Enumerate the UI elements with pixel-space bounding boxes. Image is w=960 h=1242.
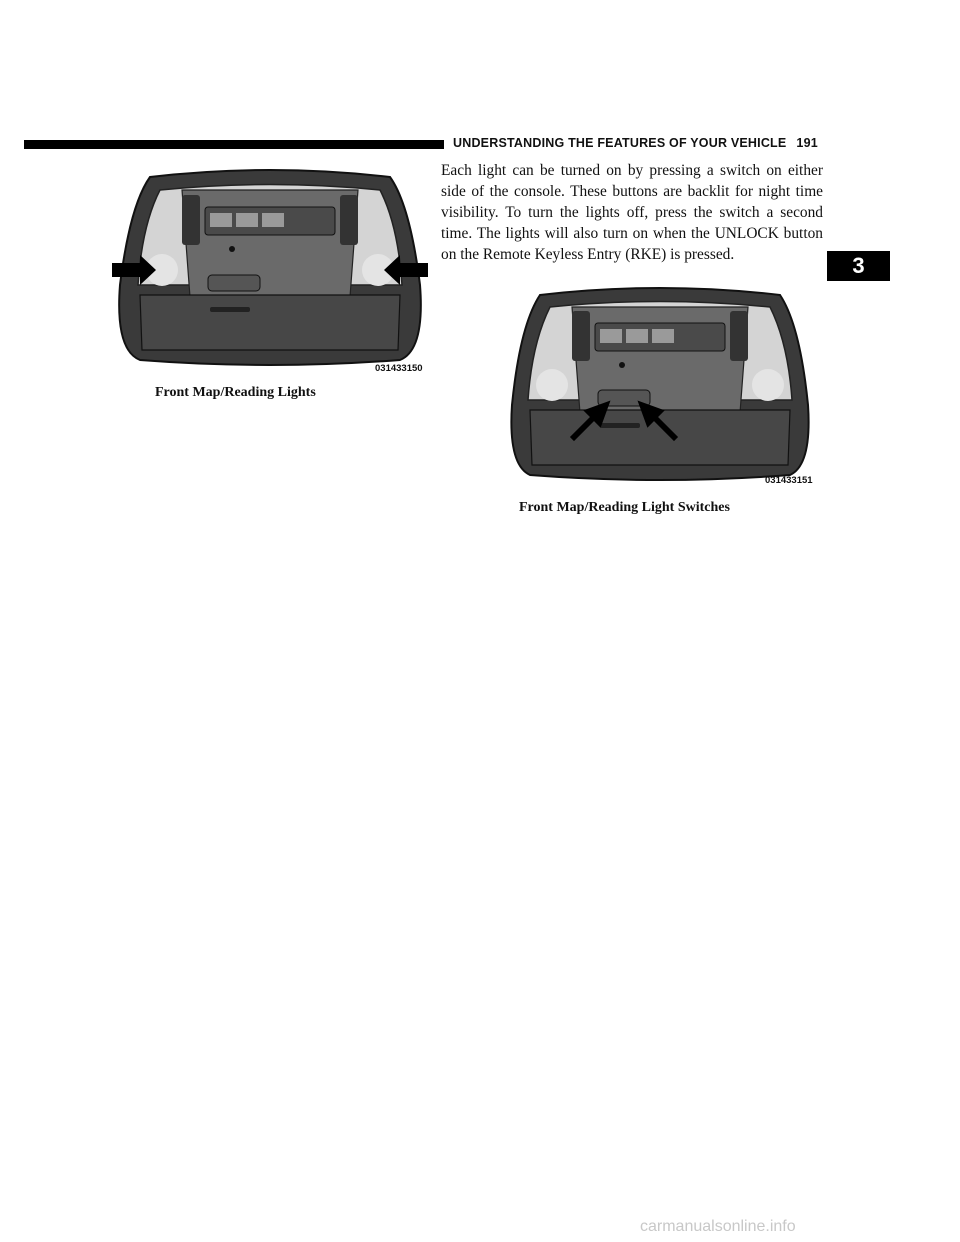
- left-lens: [536, 369, 568, 401]
- console-illustration: [500, 285, 820, 490]
- right-lens: [752, 369, 784, 401]
- figure-map-reading-lights: [110, 165, 430, 375]
- figure-caption: Front Map/Reading Light Switches: [519, 500, 730, 515]
- watermark: carmanualsonline.info: [640, 1218, 796, 1235]
- chapter-tab[interactable]: 3: [827, 251, 890, 281]
- figure-map-reading-light-switches: [500, 285, 820, 490]
- figure-caption: Front Map/Reading Lights: [155, 385, 316, 400]
- section-title: UNDERSTANDING THE FEATURES OF YOUR VEHICLE: [453, 136, 787, 150]
- running-header: [453, 136, 818, 150]
- page-number: 191: [796, 136, 818, 150]
- console-illustration: [110, 165, 430, 375]
- header-rule: [24, 140, 444, 149]
- figure-code: 031433151: [765, 475, 813, 486]
- body-paragraph: Each light can be turned on by pressing a switch on either side of the console. These buttons are backlit for night time visibility. To turn the lights off, press the switch a second time. The lights will also turn on when the UNLOCK button on the Remote Keyless Entry (RKE) is pressed.: [441, 162, 823, 263]
- figure-code: 031433150: [375, 363, 423, 374]
